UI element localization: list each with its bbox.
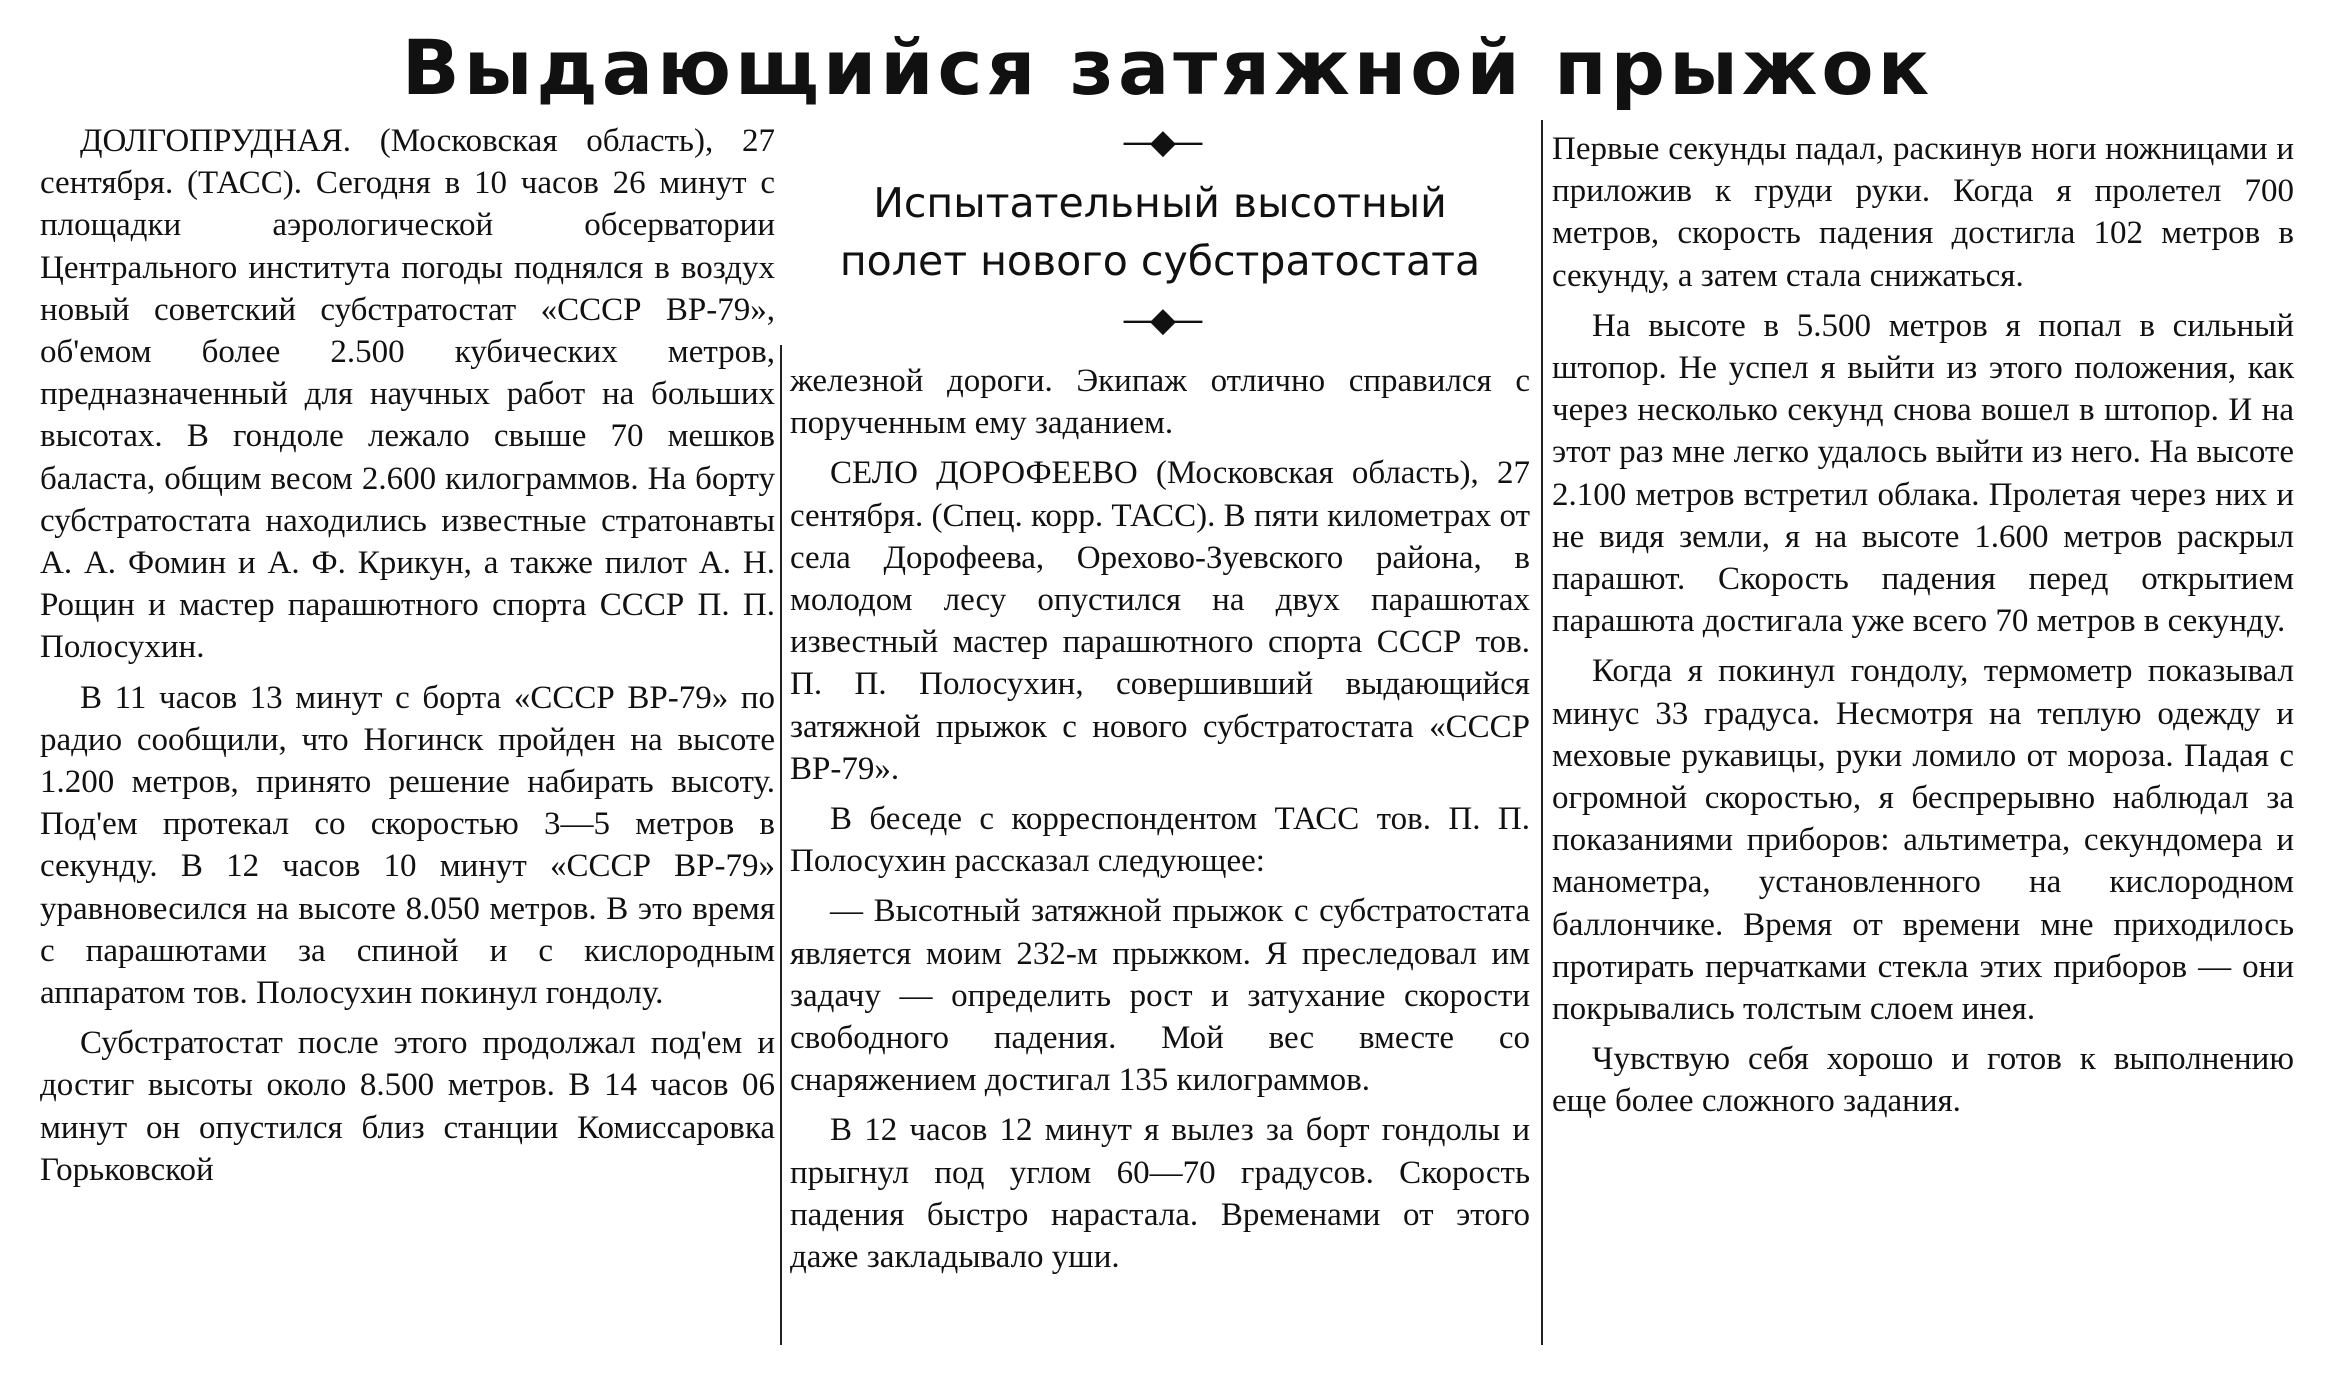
subheading-line: полет нового субстратостата [839, 237, 1481, 285]
subheading [790, 174, 1530, 290]
paragraph: СЕЛО ДОРОФЕЕВО (Московская область), 27 сентября. (Спец. корр. ТАСС). В пяти километрах от села Дорофеева, Орехово-Зуевского района, в молодом лесу опустился на двух парашютах известный мастер парашютного спорта СССР тов. П. П. Полосухин, совершивший выдающийся затяжной прыжок с нового субстратостата «СССР ВР-79». [790, 455, 1530, 787]
paragraph: Первые секунды падал, раскинув ноги ножницами и приложив к груди руки. Когда я пролетел 700 метров, скорость падения достигла 102 метров в секунду, а затем стала снижаться. [1552, 131, 2294, 294]
column-2 [790, 360, 1530, 1278]
ornament-divider: —◆— [1121, 122, 1199, 162]
paragraph: В 11 часов 13 минут с борта «СССР ВР-79» по радио сообщили, что Ногинск пройден на высоте 1.200 метров, принято решение набирать высоту. Под'ем протекал со скоростью 3—5 метров в секунду. В 12 часов 10 минут «СССР ВР-79» уравновесился на высоте 8.050 метров. В это время с парашютами за спиной и с кислородным аппаратом тов. Полосухин покинул гондолу. [40, 679, 775, 1012]
paragraph: Субстратостат после этого продолжал под'ем и достиг высоты около 8.500 метров. В 14 часов 06 минут он опустился близ станции Комиссаровка Горьковской [40, 1025, 775, 1188]
column-divider [1541, 120, 1543, 1345]
subheading-block [790, 120, 1530, 342]
ornament-divider: —◆— [1121, 300, 1199, 340]
paragraph: Когда я покинул гондолу, термометр показывал минус 33 градуса. Несмотря на теплую одежду и меховые рукавицы, руки ломило от мороза. Падая с огромной скоростью, я беспрерывно наблюдал за показаниями приборов: альтиметра, секундомера и манометра, установленного на кислородном баллончике. Время от времени мне приходилось протирать перчатками стекла этих приборов — они покрывались толстым слоем инея. [1552, 653, 2294, 1028]
paragraph: В 12 часов 12 минут я вылез за борт гондолы и прыгнул под углом 60—70 градусов. Скорость падения быстро нарастала. Временами от этого даже закладывало уши. [790, 1112, 1530, 1276]
paragraph: Чувствую себя хорошо и готов к выполнению еще более сложного задания. [1552, 1041, 2294, 1120]
column-divider [780, 345, 782, 1345]
paragraph: В беседе с корреспондентом ТАСС тов. П. П. Полосухин рассказал следующее: [790, 801, 1530, 880]
paragraph: На высоте в 5.500 метров я попал в сильный штопор. Не успел я выйти из этого положения, как через несколько секунд снова вошел в штопор. И на этот раз мне легко удалось выйти из него. На высоте 2.100 метров встретил облака. Пролетая через них и не видя земли, я на высоте 1.600 метров раскрыл парашют. Скорость падения перед открытием парашюта достигала уже всего 70 метров в секунду. [1552, 307, 2294, 640]
subheading-line: Испытательный высотный [873, 179, 1447, 227]
column-1 [40, 120, 775, 1191]
paragraph: ДОЛГОПРУДНАЯ. (Московская область), 27 сентября. (ТАСС). Сегодня в 10 часов 26 минут с площадки аэрологической обсерватории Центрального института погоды поднялся в воздух новый советский субстратостат «СССР ВР-79», об'емом более 2.500 кубических метров, предназначенный для научных работ на больших высотах. В гондоле лежало свыше 70 мешков баласта, общим весом 2.600 килограммов. На борту субстратостата находились известные стратонавты А. А. Фомин и А. Ф. Крикун, а также пилот А. Н. Рощин и мастер парашютного спорта СССР П. П. Полосухин. [40, 123, 775, 666]
paragraph: железной дороги. Экипаж отлично справился с порученным ему заданием. [790, 363, 1530, 442]
headline: Выдающийся затяжной прыжок [401, 23, 1934, 112]
paragraph: — Высотный затяжной прыжок с субстратостата является моим 232-м прыжком. Я преследовал им задачу — определить рост и затухание скорости свободного падения. Мой вес вместе со снаряжением достигал 135 килограммов. [790, 893, 1530, 1099]
column-3 [1552, 128, 2294, 1123]
